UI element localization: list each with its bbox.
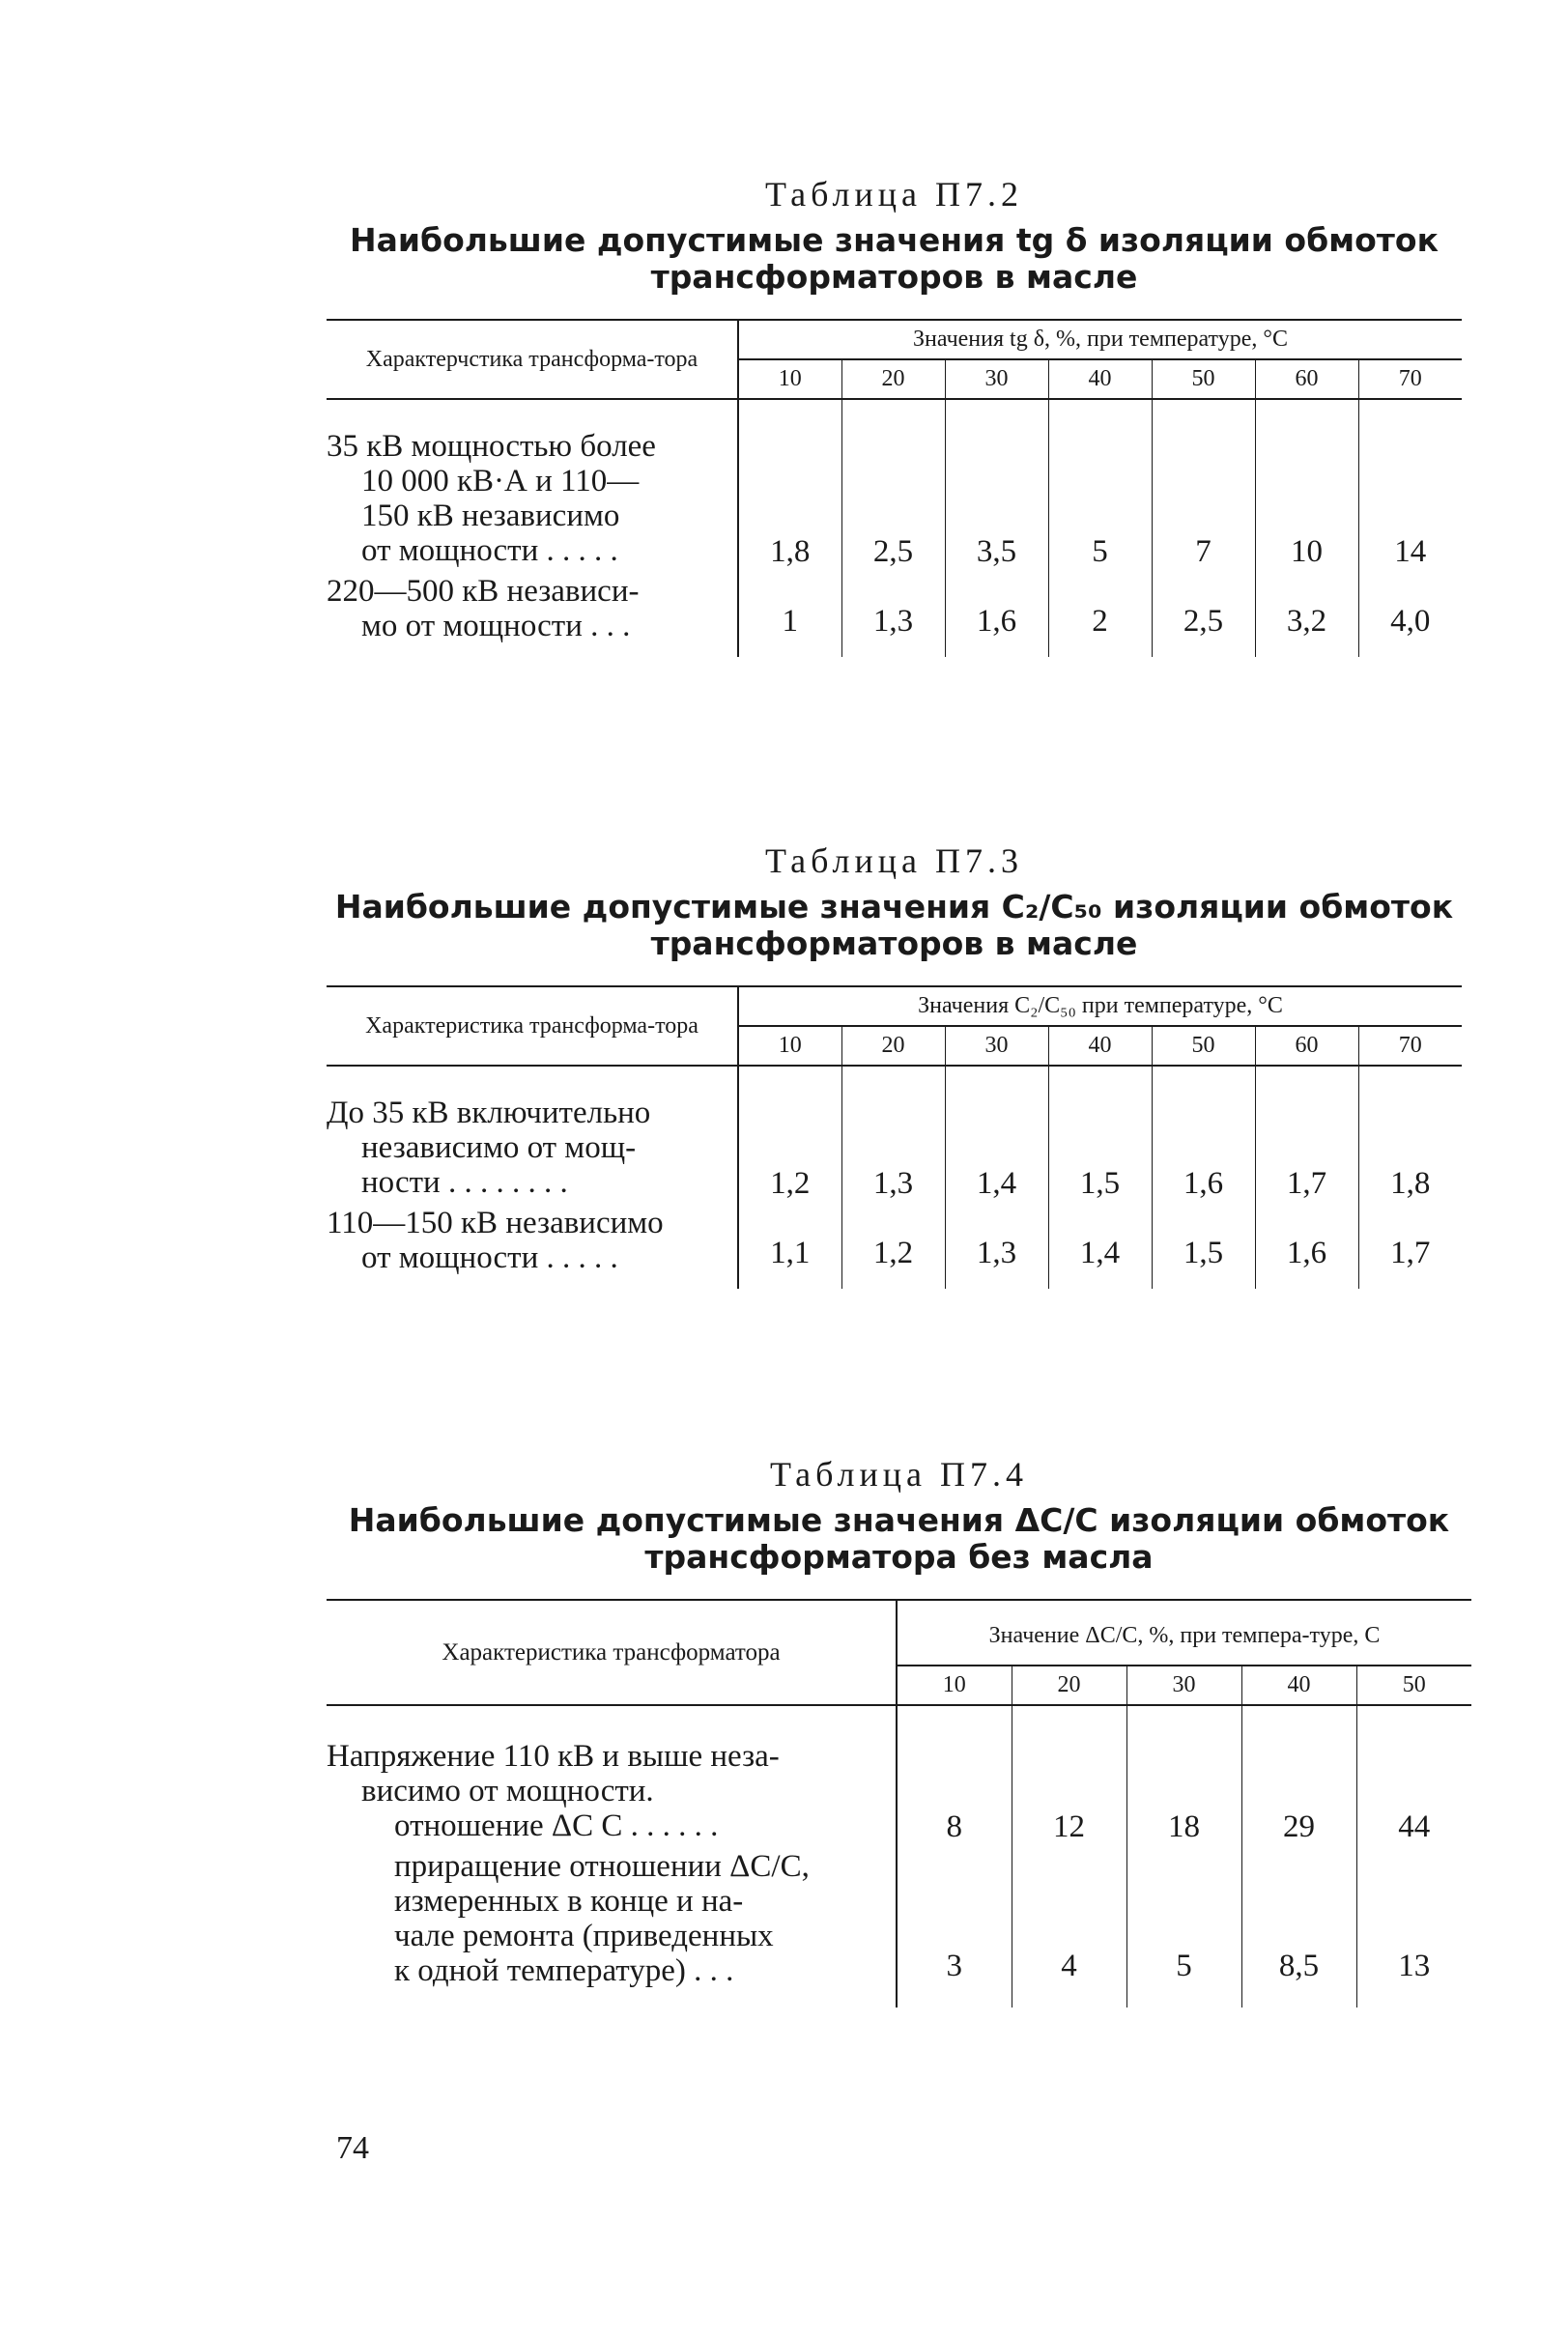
value-cell: 13 <box>1356 1849 1471 2008</box>
temp-header: 30 <box>1126 1666 1241 1705</box>
temp-header: 20 <box>841 359 945 399</box>
temp-header: 60 <box>1255 1026 1358 1066</box>
value-cell: 1,4 <box>1048 1206 1152 1289</box>
value-cell: 2 <box>1048 574 1152 657</box>
temp-header: 70 <box>1358 359 1462 399</box>
value-cell: 5 <box>1048 399 1152 574</box>
caption-line: Наибольшие допустимые значения ΔC/C изоляции обмоток <box>348 1501 1450 1539</box>
desc-line: отношение ΔC C . . . . . . <box>394 1808 719 1843</box>
table-p7-4 <box>327 1599 1471 2008</box>
row-description <box>327 1066 738 1206</box>
desc-line: от мощности . . . . . <box>361 533 618 568</box>
value-cell: 1,6 <box>945 574 1048 657</box>
value-cell: 3 <box>946 1949 962 1983</box>
desc-line: Напряжение 110 кВ и выше неза- <box>327 1739 780 1774</box>
table-p7-2 <box>327 319 1462 657</box>
value-cell: 1,1 <box>770 1236 811 1270</box>
desc-line: 150 кВ независимо <box>361 498 620 533</box>
desc-line: висимо от мощности. <box>361 1774 654 1808</box>
value-cell: 1,7 <box>1358 1206 1462 1289</box>
temp-header: 30 <box>945 359 1048 399</box>
page-number: 74 <box>336 2130 369 2166</box>
table-row <box>327 1206 1462 1289</box>
desc-line: 35 кВ мощностью более <box>327 429 656 464</box>
desc-line: приращение отношении ΔC/C, <box>394 1849 810 1884</box>
desc-line: мо от мощности . . . <box>361 609 631 643</box>
caption-line: трансформаторов в масле <box>650 925 1138 962</box>
row-description <box>327 1705 897 1849</box>
table-caption <box>327 222 1462 296</box>
value-cell: 1,5 <box>1048 1066 1152 1206</box>
value-cell: 12 <box>1012 1705 1126 1849</box>
row-description <box>327 1849 897 2008</box>
temp-header: 10 <box>738 359 841 399</box>
desc-line: от мощности . . . . . <box>361 1240 618 1275</box>
value-cell: 1 <box>782 604 798 639</box>
value-cell: 1,4 <box>945 1066 1048 1206</box>
temp-header: 50 <box>1356 1666 1471 1705</box>
value-cell: 1,3 <box>945 1206 1048 1289</box>
value-cell: 8,5 <box>1241 1849 1356 2008</box>
group-header: Значения C₂/C₅₀ при температуре, °С <box>738 986 1462 1026</box>
value-cell: 3,2 <box>1255 574 1358 657</box>
table-row <box>327 1849 1471 2008</box>
table-p7-3 <box>327 985 1462 1289</box>
table-row <box>327 1066 1462 1206</box>
value-cell: 18 <box>1126 1705 1241 1849</box>
value-cell: 1,3 <box>841 574 945 657</box>
desc-line: 220—500 кВ независи- <box>327 574 640 609</box>
value-cell: 4 <box>1012 1849 1126 2008</box>
value-cell: 1,3 <box>841 1066 945 1206</box>
temp-header: 20 <box>1012 1666 1126 1705</box>
temp-header: 50 <box>1152 359 1255 399</box>
group-header: Значения tg δ, %, при температуре, °С <box>738 320 1462 359</box>
caption-line: Наибольшие допустимые значения tg δ изоляции обмоток <box>350 221 1439 259</box>
caption-line: трансформаторов в масле <box>650 258 1138 296</box>
value-cell: 7 <box>1152 399 1255 574</box>
value-cell: 1,2 <box>841 1206 945 1289</box>
temp-header: 10 <box>738 1026 841 1066</box>
value-cell: 5 <box>1126 1849 1241 2008</box>
desc-line: к одной температуре) . . . <box>394 1953 734 1988</box>
table-p7-2-block <box>327 174 1462 657</box>
desc-line: чале ремонта (приведенных <box>394 1919 774 1953</box>
caption-line: Наибольшие допустимые значения C₂/C₅₀ изоляции обмоток <box>334 888 1454 925</box>
temp-header: 30 <box>945 1026 1048 1066</box>
row-description <box>327 1206 738 1289</box>
value-cell: 1,6 <box>1152 1066 1255 1206</box>
temp-header: 40 <box>1048 1026 1152 1066</box>
value-cell: 1,8 <box>1358 1066 1462 1206</box>
table-label: Таблица П7.2 <box>765 175 1023 214</box>
value-cell: 1,8 <box>770 534 811 569</box>
value-cell: 29 <box>1241 1705 1356 1849</box>
value-cell: 1,5 <box>1152 1206 1255 1289</box>
value-cell: 1,2 <box>770 1166 811 1201</box>
table-row <box>327 399 1462 574</box>
temp-header: 70 <box>1358 1026 1462 1066</box>
group-header: Значение ΔC/C, %, при темпера-туре, С <box>897 1600 1471 1666</box>
characteristic-header: Характеристика трансформа-тора <box>327 986 738 1066</box>
value-cell: 4,0 <box>1358 574 1462 657</box>
row-description <box>327 399 738 574</box>
desc-line: 10 000 кВ·А и 110— <box>361 464 640 498</box>
characteristic-header: Характеристика трансформатора <box>327 1600 897 1705</box>
value-cell: 44 <box>1356 1705 1471 1849</box>
desc-line: измеренных в конце и на- <box>394 1884 744 1919</box>
table-p7-4-block <box>327 1454 1471 2008</box>
value-cell: 3,5 <box>945 399 1048 574</box>
table-row <box>327 574 1462 657</box>
value-cell: 8 <box>946 1809 962 1844</box>
value-cell: 2,5 <box>1152 574 1255 657</box>
table-row <box>327 1705 1471 1849</box>
table-p7-3-block <box>327 840 1462 1289</box>
table-caption <box>327 1502 1471 1576</box>
desc-line: ности . . . . . . . . <box>361 1165 568 1200</box>
value-cell: 2,5 <box>841 399 945 574</box>
table-caption <box>327 889 1462 962</box>
value-cell: 1,7 <box>1255 1066 1358 1206</box>
temp-header: 10 <box>897 1666 1012 1705</box>
row-description <box>327 574 738 657</box>
temp-header: 20 <box>841 1026 945 1066</box>
value-cell: 1,6 <box>1255 1206 1358 1289</box>
desc-line: 110—150 кВ независимо <box>327 1206 664 1240</box>
value-cell: 14 <box>1358 399 1462 574</box>
temp-header: 50 <box>1152 1026 1255 1066</box>
value-cell: 10 <box>1255 399 1358 574</box>
temp-header: 40 <box>1048 359 1152 399</box>
table-label: Таблица П7.4 <box>770 1455 1028 1494</box>
caption-line: трансформатора без масла <box>644 1538 1154 1576</box>
desc-line: До 35 кВ включительно <box>327 1096 651 1130</box>
temp-header: 60 <box>1255 359 1358 399</box>
desc-line: независимо от мощ- <box>361 1130 637 1165</box>
characteristic-header: Характерчстика трансформа-тора <box>327 320 738 399</box>
temp-header: 40 <box>1241 1666 1356 1705</box>
table-label: Таблица П7.3 <box>765 841 1023 880</box>
